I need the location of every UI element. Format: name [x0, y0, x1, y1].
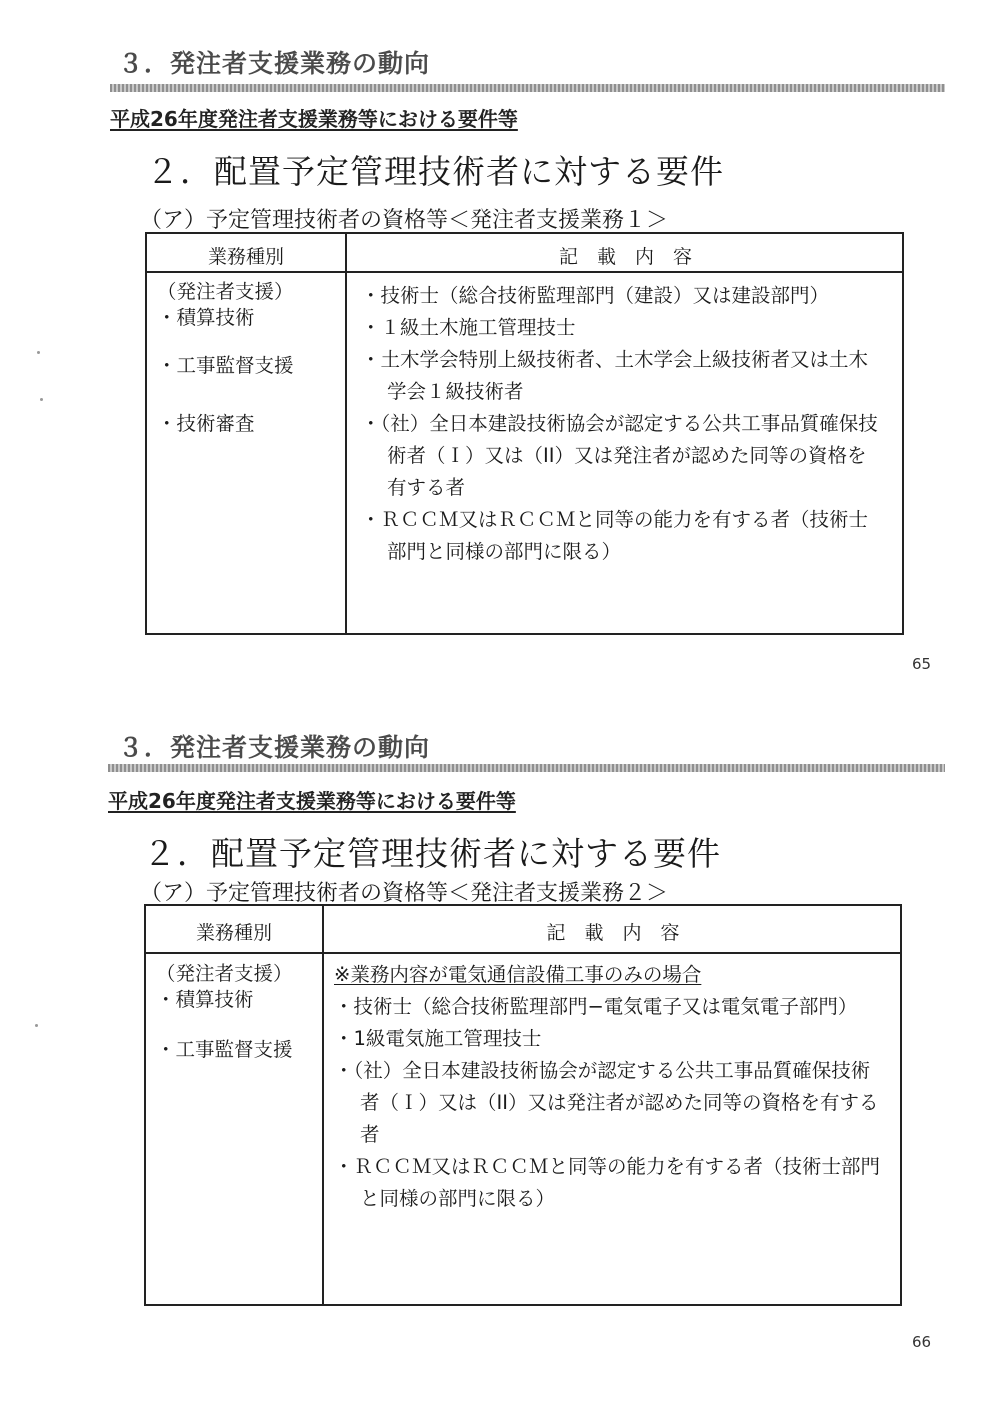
page-number: 66: [912, 1333, 932, 1351]
column-header-category: 業務種別: [207, 246, 284, 268]
requirement-item: ・１級土木施工管理技士: [361, 316, 576, 339]
column-header-content: 記 載 内 容: [558, 246, 692, 268]
requirement-item: ・技術士（総合技術監理部門（建設）又は建設部門）: [361, 284, 830, 307]
requirement-item: ・ＲＣＣＭ又はＲＣＣＭと同等の能力を有する者（技術士部門と同様の部門に限る）: [334, 1155, 881, 1210]
requirements-table: [144, 904, 902, 1306]
slide-1: [0, 0, 993, 690]
column-header-content: 記 載 内 容: [546, 922, 680, 944]
requirements-list: [334, 959, 882, 1215]
section-title: ３．発注者支援業務の動向: [118, 49, 431, 78]
category-item: ・技術審査: [157, 412, 255, 435]
scan-speck: [37, 351, 40, 354]
subheading: 平成26年度発注者支援業務等における要件等: [110, 107, 518, 131]
requirement-item: ・土木学会特別上級技術者、土木学会上級技術者又は土木学会１級技術者: [361, 348, 869, 403]
category-item: ・工事監督支援: [157, 354, 294, 377]
category-item: ・積算技術: [157, 306, 255, 329]
conditional-note: ※業務内容が電気通信設備工事のみの場合: [334, 963, 702, 986]
scan-speck: [35, 1024, 38, 1027]
category-label: （発注者支援）: [157, 280, 294, 303]
category-item: ・工事監督支援: [156, 1038, 293, 1061]
page-number: 65: [912, 655, 932, 673]
category-label: （発注者支援）: [156, 962, 293, 985]
requirement-item: ・技術士（総合技術監理部門−電気電子又は電気電子部門）: [334, 995, 858, 1018]
requirement-item: ・ＲＣＣＭ又はＲＣＣＭと同等の能力を有する者（技術士部門と同様の部門に限る）: [361, 508, 869, 563]
column-divider: [322, 906, 324, 1304]
page-title: ２．配置予定管理技術者に対する要件: [146, 152, 724, 191]
header-divider: [147, 271, 902, 273]
category-item: ・積算技術: [156, 988, 254, 1011]
section-title: ３．発注者支援業務の動向: [118, 733, 431, 762]
requirement-item: ・1級電気施工管理技士: [334, 1027, 542, 1050]
scan-speck: [40, 398, 43, 401]
page-title: ２．配置予定管理技術者に対する要件: [143, 834, 721, 873]
requirements-list: [361, 280, 881, 568]
requirement-item: ・（社）全日本建設技術協会が認定する公共工事品質確保技術者（Ｉ）又は（II）又は発注者が認めた同等の資格を有する者: [334, 1059, 879, 1146]
section-divider: [110, 84, 945, 92]
column-divider: [345, 234, 347, 633]
page-subtitle: （ア）予定管理技術者の資格等＜発注者支援業務１＞: [140, 208, 669, 233]
page-subtitle: （ア）予定管理技術者の資格等＜発注者支援業務２＞: [140, 881, 669, 906]
slide-2: [0, 690, 993, 1404]
requirements-table: [145, 232, 904, 635]
header-divider: [146, 952, 900, 954]
subheading: 平成26年度発注者支援業務等における要件等: [108, 789, 516, 813]
requirement-item: ・（社）全日本建設技術協会が認定する公共工事品質確保技術者（Ｉ）又は（II）又は発注者が認めた同等の資格を有する者: [361, 412, 878, 499]
column-header-category: 業務種別: [195, 922, 272, 944]
section-divider: [108, 764, 945, 772]
